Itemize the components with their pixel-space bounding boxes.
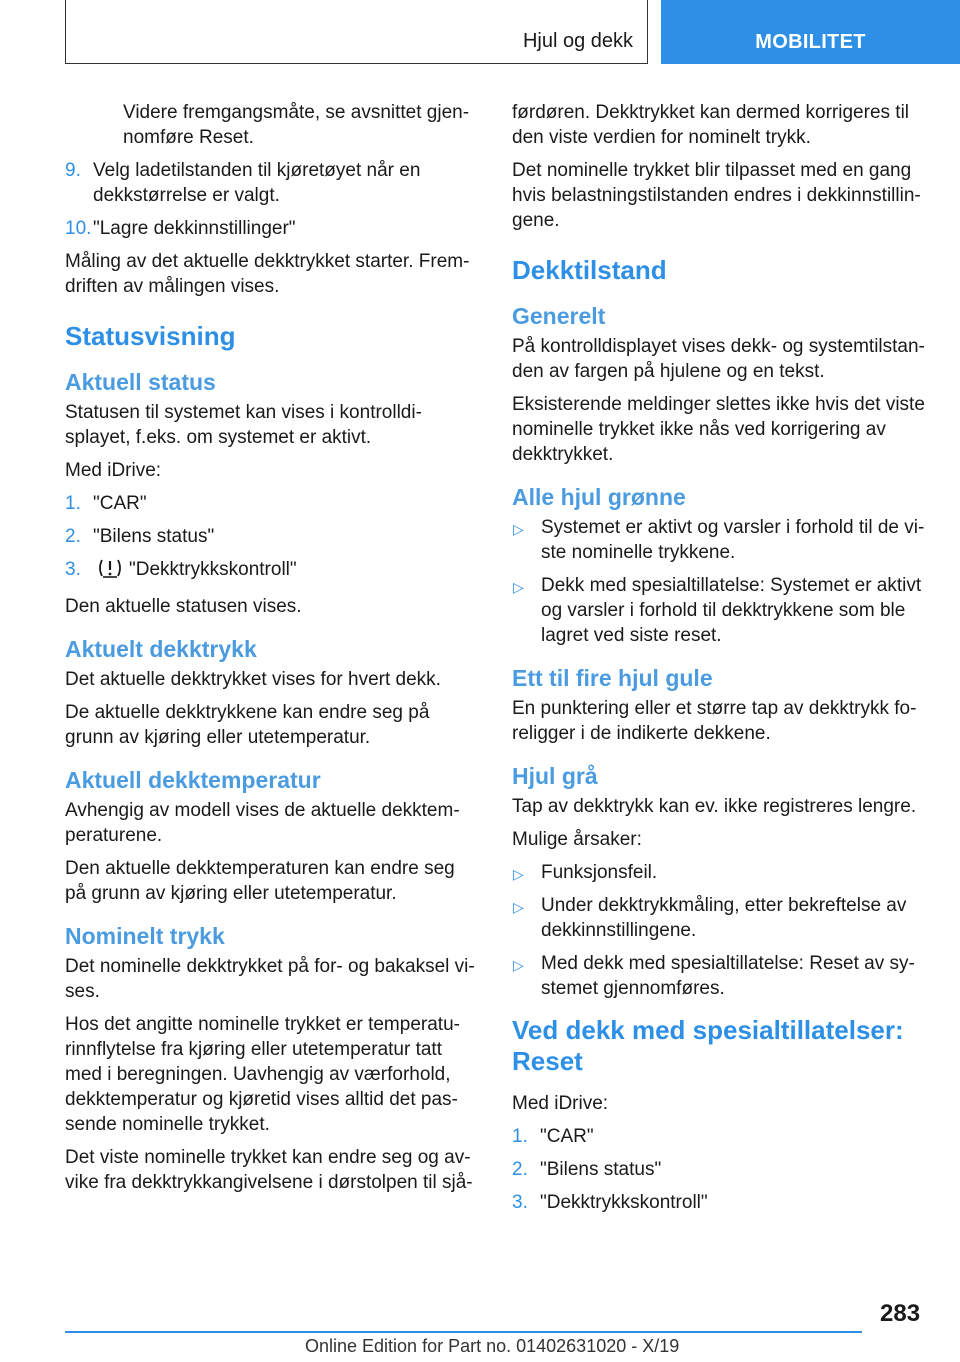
paragraph: førdøren. Dekktrykket kan dermed korrigeres til den viste verdien for nominelt trykk. bbox=[512, 102, 910, 148]
bullet-list-gronne bbox=[512, 515, 930, 648]
paragraph: Med iDrive: bbox=[65, 460, 162, 481]
heading-reset: Ved dekk med spesialtillatelser: Reset bbox=[512, 1015, 904, 1076]
list-item: 2. "Bilens status" bbox=[512, 1159, 662, 1180]
triangle-right-icon: ▷ bbox=[513, 521, 524, 537]
paragraph: Det viste nominelle trykket kan endre seg og av-vike fra dekktrykkangivelsene i dørstolpen til sjå- bbox=[65, 1147, 473, 1193]
list-item: ▷ Systemet er aktivt og varsler i forhold til de vi-ste nominelle trykkene. bbox=[513, 517, 925, 563]
list-item: ▷ Med dekk med spesialtillatelse: Reset av sy-stemet gjennomføres. bbox=[513, 953, 915, 999]
page-number: 283 bbox=[880, 1300, 921, 1327]
list-item: 2. "Bilens status" bbox=[65, 526, 215, 547]
paragraph: Mulige årsaker: bbox=[512, 829, 642, 850]
heading-aktuelt-dekktrykk: Aktuelt dekktrykk bbox=[65, 636, 257, 662]
heading-generelt: Generelt bbox=[512, 303, 606, 329]
heading-ett-til-fire-hjul-gule: Ett til fire hjul gule bbox=[512, 665, 713, 691]
steps-list-reset bbox=[512, 1124, 930, 1215]
paragraph: De aktuelle dekktrykkene kan endre seg på grunn av kjøring eller utetemperatur. bbox=[65, 702, 430, 748]
paragraph: Det nominelle trykket blir tilpasset med en gang hvis belastningstilstanden endres i dekkinnstillin-gene. bbox=[512, 160, 921, 231]
footer-divider bbox=[65, 1331, 862, 1333]
continued-step-text: Videre fremgangsmåte, se avsnittet gjen-nomføre Reset. bbox=[123, 102, 470, 148]
steps-list-status bbox=[65, 491, 477, 586]
bullet-list-gra bbox=[512, 860, 930, 1001]
triangle-right-icon: ▷ bbox=[513, 957, 524, 973]
list-item: 3. "Dekktrykkskontroll" bbox=[512, 1192, 708, 1213]
paragraph: Det aktuelle dekktrykket vises for hvert dekk. bbox=[65, 669, 441, 690]
triangle-right-icon: ▷ bbox=[513, 899, 524, 915]
header-section-title: Hjul og dekk bbox=[522, 30, 633, 52]
heading-statusvisning: Statusvisning bbox=[65, 321, 236, 351]
header-section-box bbox=[65, 0, 648, 64]
heading-alle-hjul-gronne: Alle hjul grønne bbox=[512, 484, 686, 510]
list-item: ▷ Dekk med spesialtillatelse: Systemet er aktivt og varsler i forhold til dekktrykkene som ble lagret ved siste reset. bbox=[513, 575, 922, 646]
paragraph: Den aktuelle dekktemperaturen kan endre seg på grunn av kjøring eller utetemperatur. bbox=[65, 858, 455, 904]
paragraph: Hos det angitte nominelle trykket er temperatu-rinnflytelse fra kjøring eller utetemperatur tatt med i beregningen. Uavhengig av værforhold, dekktemperatur og kjøretid vises alltid det pas-sende nominelle trykket. bbox=[65, 1014, 460, 1135]
triangle-right-icon: ▷ bbox=[513, 579, 524, 595]
heading-aktuell-dekktemperatur: Aktuell dekktemperatur bbox=[65, 767, 321, 793]
paragraph: En punktering eller et større tap av dekktrykk fo-religger i de indikerte dekkene. bbox=[512, 698, 917, 744]
heading-nominelt-trykk: Nominelt trykk bbox=[65, 923, 225, 949]
header-chapter-title: MOBILITET bbox=[755, 31, 866, 53]
triangle-right-icon: ▷ bbox=[513, 866, 524, 882]
heading-aktuell-status: Aktuell status bbox=[65, 369, 216, 395]
heading-hjul-gra: Hjul grå bbox=[512, 763, 598, 789]
list-item: 3. "Dekktrykkskontroll" bbox=[65, 557, 477, 586]
footer-edition-text: Online Edition for Part no. 01402631020 - X/19 bbox=[305, 1336, 680, 1356]
paragraph: Måling av det aktuelle dekktrykket starter. Frem-driften av målingen vises. bbox=[65, 251, 470, 297]
paragraph: Statusen til systemet kan vises i kontrolldi-splayet, f.eks. om systemet er aktivt. bbox=[65, 402, 422, 448]
paragraph: Eksisterende meldinger slettes ikke hvis det viste nominelle trykket ikke nås ved korrigering av dekktrykket. bbox=[512, 394, 925, 465]
paragraph: Med iDrive: bbox=[512, 1093, 609, 1114]
right-column bbox=[512, 100, 930, 1223]
header-chapter-tab bbox=[661, 0, 960, 64]
paragraph: Den aktuelle statusen vises. bbox=[65, 596, 302, 617]
paragraph: Tap av dekktrykk kan ev. ikke registreres lengre. bbox=[512, 796, 917, 817]
tire-pressure-warning-icon bbox=[97, 557, 123, 586]
paragraph: Det nominelle dekktrykket på for- og bakaksel vi-ses. bbox=[65, 956, 475, 1002]
steps-list-continued bbox=[65, 158, 477, 241]
paragraph: På kontrolldisplayet vises dekk- og systemtilstan-den av fargen på hjulene og en tekst. bbox=[512, 336, 925, 382]
list-item: 1. "CAR" bbox=[512, 1126, 594, 1147]
heading-dekktilstand: Dekktilstand bbox=[512, 255, 667, 285]
paragraph: Avhengig av modell vises de aktuelle dekktem-peraturene. bbox=[65, 800, 460, 846]
list-item: ▷ Under dekktrykkmåling, etter bekreftelse av dekkinnstillingene. bbox=[513, 895, 907, 941]
list-item: ▷ Funksjonsfeil. bbox=[512, 860, 930, 885]
left-column bbox=[65, 100, 477, 1203]
list-item: 9. Velg ladetilstanden til kjøretøyet når en dekkstørrelse er valgt. bbox=[65, 160, 421, 206]
list-item: 1. "CAR" bbox=[65, 493, 147, 514]
list-item: 10. "Lagre dekkinnstillinger" bbox=[65, 218, 296, 239]
